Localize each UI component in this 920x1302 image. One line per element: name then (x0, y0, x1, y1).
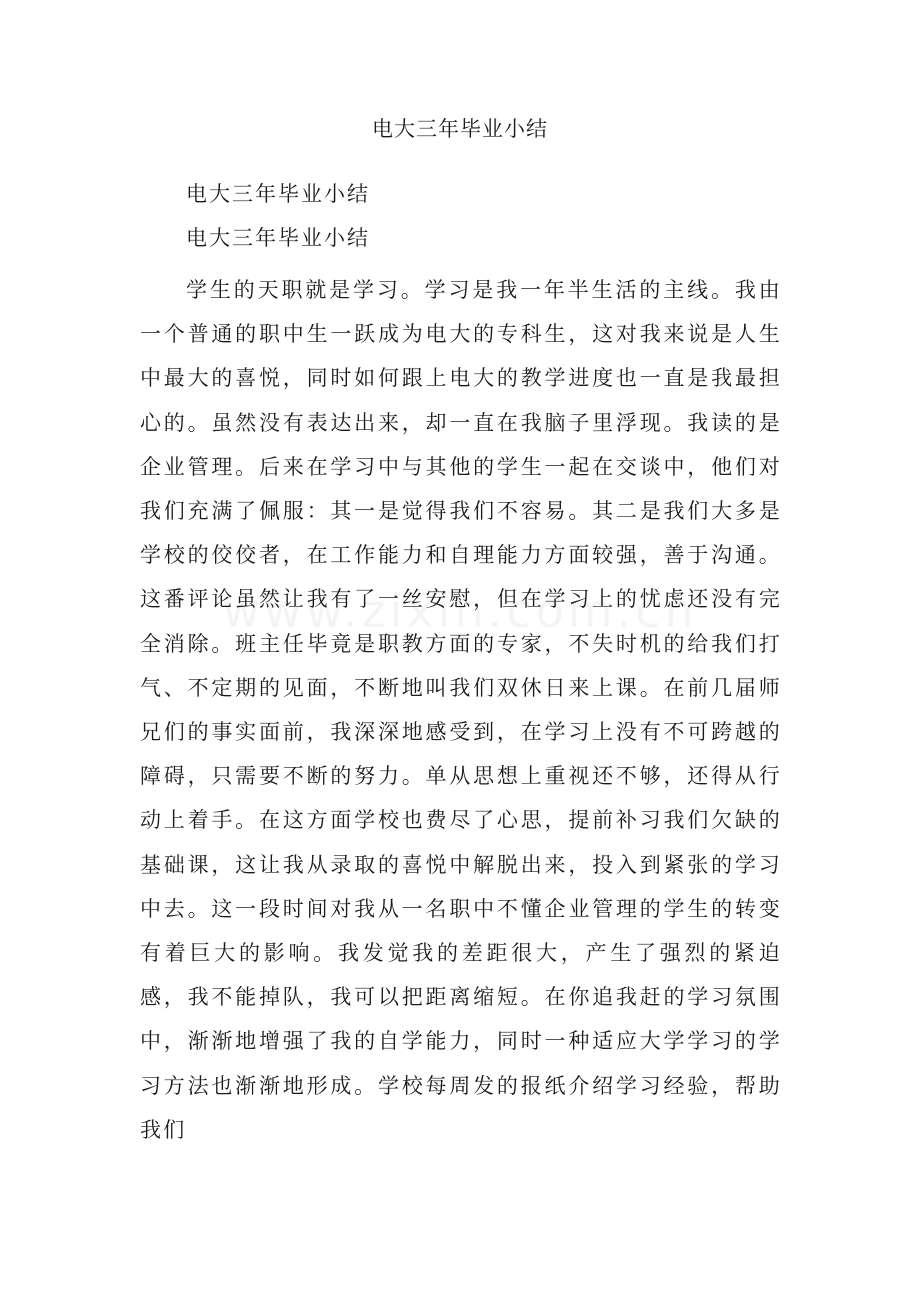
subtitle-line: 电大三年毕业小结 (186, 182, 370, 206)
body-paragraph: 学生的天职就是学习。学习是我一年半生活的主线。我由一个普通的职中生一跃成为电大的专科生，这对我来说是人生中最大的喜悦，同时如何跟上电大的教学进度也一直是我最担心的。虽然没有表达出来，却一直在我脑子里浮现。我读的是企业管理。后来在学习中与其他的学生一起在交谈中，他们对我们充满了佩服：其一是觉得我们不容易。其二是我们大多是学校的佼佼者，在工作能力和自理能力方面较强，善于沟通。这番评论虽然让我有了一丝安慰，但在学习上的忧虑还没有完全消除。班主任毕竟是职教方面的专家，不失时机的给我们打气、不定期的见面，不断地叫我们双休日来上课。在前几届师兄们的事实面前，我深深地感受到，在学习上没有不可跨越的障碍，只需要不断的努力。单从思想上重视还不够，还得从行动上着手。在这方面学校也费尽了心思，提前补习我们欠缺的基础课，这让我从录取的喜悦中解脱出来，投入到紧张的学习中去。这一段时间对我从一名职中不懂企业管理的学生的转变有着巨大的影响。我发觉我的差距很大，产生了强烈的紧迫感，我不能掉队，我可以把距离缩短。在你追我赶的学习氛围中，渐渐地增强了我的自学能力，同时一种适应大学学习的学习方法也渐渐地形成。学校每周发的报纸介绍学习经验，帮助我们 (140, 278, 782, 1142)
subtitle-line: 电大三年毕业小结 (186, 226, 370, 250)
document-title: 电大三年毕业小结 (372, 117, 548, 141)
